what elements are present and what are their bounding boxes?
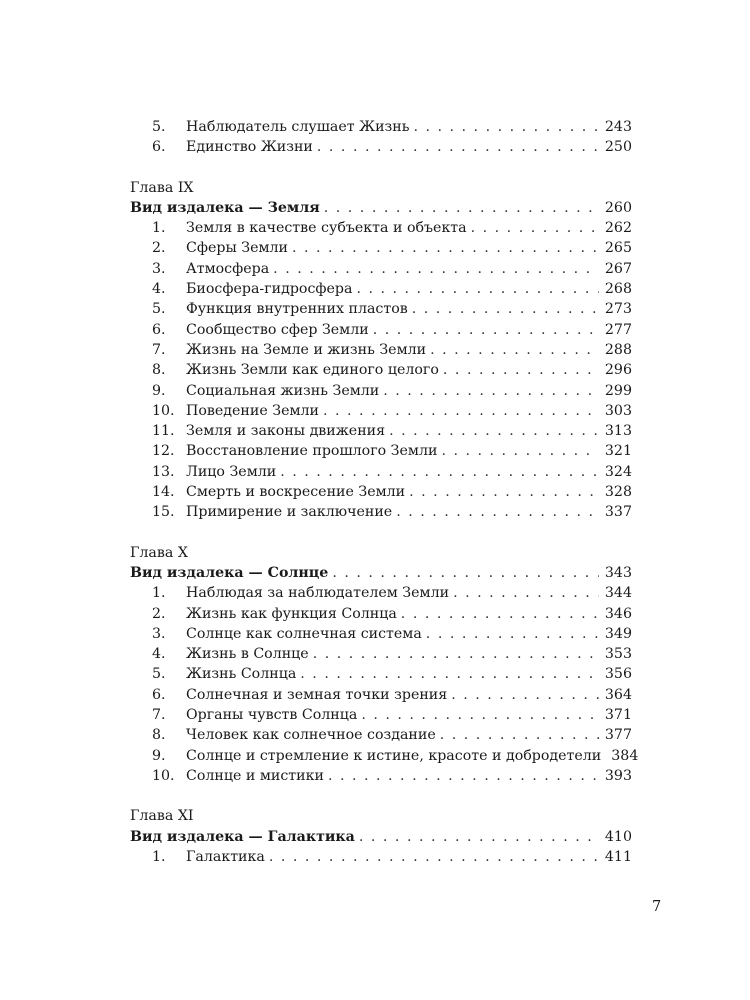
entry-page: 321 [604,443,632,460]
dot-leader [412,299,599,319]
table-of-contents [130,117,639,867]
toc-entry [130,583,632,603]
dot-leader [451,685,599,705]
dot-leader [383,381,599,401]
entry-page: 303 [604,402,632,419]
toc-entry [130,401,632,421]
entry-number: 4. [152,646,166,663]
toc-entry [130,664,632,684]
toc-entry [130,279,632,299]
dot-leader [300,664,599,684]
chapter-entries [130,583,639,786]
toc-entry [130,238,632,258]
entry-title: Земля и законы движения [186,423,386,440]
entry-page: 299 [604,382,632,399]
dot-leader [373,320,599,340]
entry-number: 1. [152,848,166,865]
dot-leader [356,279,598,299]
entry-title: Жизнь в Солнце [186,646,309,663]
chapter-label: Глава XI [130,808,194,825]
chapter-label: Глава X [130,544,188,561]
entry-title: Жизнь Земли как единого целого [186,362,439,379]
toc-entry [130,746,639,766]
entry-page: 356 [604,666,632,683]
entry-number: 8. [152,362,166,379]
entry-page: 313 [604,423,632,440]
entry-page: 288 [604,341,632,358]
entry-page: 411 [604,848,632,865]
entry-number: 8. [152,727,166,744]
entry-number: 5. [152,666,166,683]
toc-entry [130,320,632,340]
entry-number: 7. [152,707,166,724]
toc-entry [130,441,632,461]
entry-number: 6. [152,686,166,703]
entry-title: Сообщество сфер Земли [186,321,369,338]
entry-number: 7. [152,341,166,358]
dot-leader [409,482,599,502]
entry-page: 324 [604,463,632,480]
entry-title: Жизнь Солнца [186,666,297,683]
entry-page: 262 [604,220,632,237]
dot-leader [313,644,599,664]
chapter-page: 343 [604,564,632,581]
dot-leader [426,624,599,644]
toc-entry [130,299,632,319]
toc-entry [130,137,632,157]
dot-leader [328,766,599,786]
entry-page: 328 [604,484,632,501]
entry-number: 10. [152,402,175,419]
entry-number: 9. [152,382,166,399]
entry-number: 5. [152,119,166,135]
entry-number: 2. [152,605,166,622]
entry-page: 267 [604,260,632,277]
dot-leader [269,847,599,867]
dot-leader [361,705,599,725]
dot-leader [396,502,599,522]
entry-page: 371 [604,707,632,724]
toc-entry [130,340,632,360]
toc-entry [130,259,632,279]
entry-number: 9. [152,747,166,764]
entry-title: Поведение Земли [186,402,319,419]
entry-title: Наблюдая за наблюдателем Земли [186,585,450,602]
entry-page: 265 [604,240,632,257]
chapter-title-row [130,827,632,847]
dot-leader [292,238,599,258]
entry-title: Земля в качестве субъекта и объекта [186,220,467,237]
entry-title: Функция внутренних пластов [186,301,408,318]
dot-leader [401,604,599,624]
dot-leader [323,401,599,421]
entry-page: 349 [604,625,632,642]
entry-title: Солнце и мистики [186,767,324,784]
entry-number: 5. [152,301,166,318]
entry-number: 1. [152,585,166,602]
entry-page: 250 [604,139,632,156]
dot-leader [413,117,598,137]
chapter-label: Глава IX [130,179,194,196]
toc-entry [130,421,632,441]
entry-title: Примирение и заключение [186,504,393,521]
entry-number: 15. [152,504,175,521]
entry-number: 6. [152,321,166,338]
toc-entry [130,624,632,644]
entry-number: 2. [152,240,166,257]
dot-leader [332,563,599,583]
entry-number: 3. [152,260,166,277]
entry-title: Лицо Земли [186,463,277,480]
chapter-title-row [130,563,632,583]
dot-leader [443,360,599,380]
entry-number: 12. [152,443,175,460]
entry-number: 14. [152,484,175,501]
entry-title: Солнце как солнечная система [186,625,422,642]
toc-entry [130,725,632,745]
entry-title: Единство Жизни [186,139,313,156]
dot-leader [317,137,599,157]
toc-entry [130,604,632,624]
chapter-title: Вид издалека — Земля [130,199,320,216]
toc-entry [130,502,632,522]
dot-leader [441,441,598,461]
entry-page: 384 [611,747,639,764]
dot-leader [430,340,599,360]
dot-leader [324,198,599,218]
dot-leader [389,421,599,441]
entry-title: Солнце и стремление к истине, красоте и добродетели [186,747,602,764]
toc-entry [130,381,632,401]
entry-title: Сферы Земли [186,240,288,257]
dot-leader [440,725,599,745]
chapter-page: 410 [604,828,632,845]
entry-title: Наблюдатель слушает Жизнь [186,119,410,135]
entry-title: Органы чувств Солнца [186,707,358,724]
entry-page: 346 [604,605,632,622]
toc-entry [130,360,632,380]
entry-page: 296 [604,362,632,379]
chapter-page: 260 [604,199,632,216]
dot-leader [471,218,599,238]
entry-title: Биосфера-гидросфера [186,281,353,298]
entry-title: Человек как солнечное создание [186,727,436,744]
entry-page: 393 [604,767,632,784]
chapter-entries [130,218,632,522]
toc-entry [130,644,632,664]
chapter-title: Вид издалека — Солнце [130,564,329,581]
dot-leader [273,259,599,279]
entry-number: 10. [152,767,175,784]
entry-number: 4. [152,281,166,298]
chapter-entries [130,847,632,867]
page-number: 7 [652,899,662,915]
entry-number: 3. [152,625,166,642]
entry-number: 6. [152,139,166,156]
entry-number: 1. [152,220,166,237]
toc-entry [130,705,632,725]
toc-entry [130,685,632,705]
dot-leader [280,462,599,482]
entry-title: Атмосфера [186,260,270,277]
entry-page: 277 [604,321,632,338]
entry-number: 13. [152,463,175,480]
entry-number: 11. [152,423,175,440]
entry-title: Жизнь как функция Солнца [186,605,397,622]
dot-leader [359,827,599,847]
toc-entry [130,847,632,867]
entry-title: Социальная жизнь Земли [186,382,380,399]
entry-page: 353 [604,646,632,663]
entry-title: Восстановление прошлого Земли [186,443,438,460]
toc-entry [130,117,632,137]
entry-page: 268 [604,281,632,298]
dot-leader [453,583,599,603]
chapter-title-row [130,198,632,218]
entry-title: Солнечная и земная точки зрения [186,686,448,703]
toc-entry [130,218,632,238]
chapter-title: Вид издалека — Галактика [130,828,355,845]
entry-page: 377 [604,727,632,744]
toc-entry [130,766,632,786]
toc-entry [130,462,632,482]
entry-title: Жизнь на Земле и жизнь Земли [186,341,427,358]
entry-page: 344 [604,585,632,602]
entry-title: Галактика [186,848,265,865]
entry-page: 364 [604,686,632,703]
entry-page: 273 [604,301,632,318]
toc-entry [130,482,632,502]
entry-title: Смерть и воскресение Земли [186,484,406,501]
entry-page: 243 [604,119,632,135]
entry-page: 337 [604,504,632,521]
